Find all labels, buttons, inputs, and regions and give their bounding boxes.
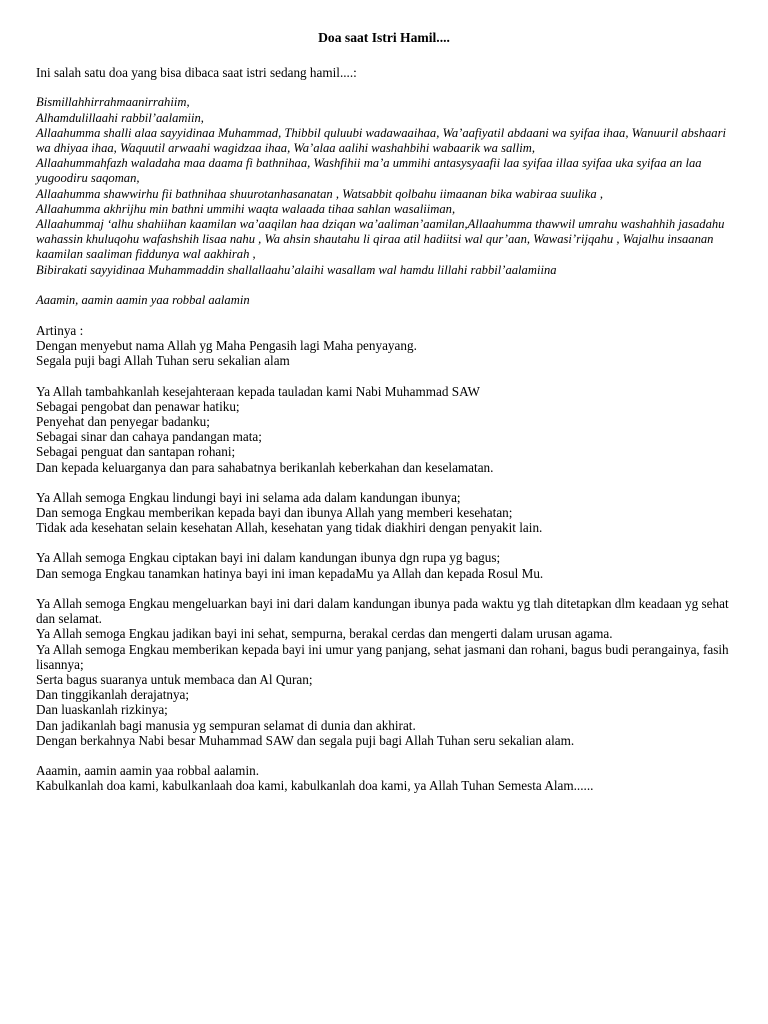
translation-line: Penyehat dan penyegar badanku;	[36, 414, 210, 430]
translation-line: Dengan berkahnya Nabi besar Muhammad SAW dan segala puji bagi Allah Tuhan seru sekalian alam.	[36, 732, 575, 748]
translation-line: Dan luaskanlah rizkinya;	[36, 702, 168, 718]
artinya-line: Dengan menyebut nama Allah yg Maha Pengasih lagi Maha penyayang.	[36, 338, 417, 354]
translation-line: Sebagai penguat dan santapan rohani;	[36, 444, 236, 460]
translation-line: Ya Allah semoga Engkau mengeluarkan bayi ini dari dalam kandungan ibunya pada waktu yg tlah ditetapkan dlm keadaan yg sehat dan selamat.	[36, 595, 729, 627]
translation-paragraph-4	[36, 596, 732, 748]
translation-paragraph-1	[36, 384, 732, 475]
intro-text: Ini salah satu doa yang bisa dibaca saat istri sedang hamil....:	[36, 65, 357, 81]
translation-paragraph-2	[36, 490, 732, 536]
doa-line: Bibirakati sayyidinaa Muhammaddin shallallaahu’alaihi wasallam wal hamdu lillahi rabbil’aalamiina	[36, 262, 557, 277]
translation-line: Dan semoga Engkau tanamkan hatinya bayi ini iman kepadaMu ya Allah dan kepada Rosul Mu.	[36, 565, 544, 581]
translation-line: Ya Allah tambahkanlah kesejahteraan kepada tauladan kami Nabi Muhammad SAW	[36, 383, 481, 399]
document-title: Doa saat Istri Hamil....	[318, 30, 450, 45]
translation-line: Ya Allah semoga Engkau memberikan kepada bayi ini umur yang panjang, sehat jasmani dan rohani, bagus budi perangainya, fasih lisannya;	[36, 641, 729, 672]
translation-paragraph-3	[36, 550, 732, 580]
doa-line: Allaahummahfazh waladaha maa daama fi bathnihaa, Washfihii ma’a ummihi antasysyaafii laa syifaa illaa syifaa uka syifaa an laa yugoodiru saqoman,	[36, 156, 702, 186]
artinya-line: Segala puji bagi Allah Tuhan seru sekalian alam	[36, 353, 290, 369]
translation-line: Ya Allah semoga Engkau lindungi bayi ini selama ada dalam kandungan ibunya;	[36, 489, 461, 505]
doa-line: Allaahummaj ‘alhu shahiihan kaamilan wa’aaqilan haa dziqan wa’aaliman’aamilan,Allaahumma thawwil umrahu washahhih jasadahu wahassin khuluqohu wafashshih lisaa nahu , Wa ahsin shautahu li qiraa atil hadiitsi wal qur’aan, Wawasi’rijqahu , Wajalhu insaanan kaamilan saaliman fiddunya wal aakhirah ,	[36, 217, 725, 262]
translation-line: Dan jadikanlah bagi manusia yg sempuran selamat di dunia dan akhirat.	[36, 717, 416, 733]
amin-line: Aaamin, aamin aamin yaa robbal aalamin	[36, 292, 250, 307]
doa-line: Allaahumma shalli alaa sayyidinaa Muhammad, Thibbil quluubi wadawaaihaa, Wa’aafiyatil abdaani wa syifaa ihaa, Wanuuril abshaari wa dhiyaa ihaa, Waquutil arwaahi wagidzaa ihaa, Wa’alaa aalihi washahbihi wabaarik wa sallim,	[36, 125, 726, 156]
closing-line: Aaamin, aamin aamin yaa robbal aalamin.	[36, 762, 259, 778]
translation-line: Ya Allah semoga Engkau jadikan bayi ini sehat, sempurna, berakal cerdas dan mengerti dalam urusan agama.	[36, 626, 613, 642]
artinya-heading: Artinya :	[36, 323, 84, 339]
artinya-paragraph	[36, 323, 732, 369]
translation-line: Dan kepada keluarganya dan para sahabatnya berikanlah keberkahan dan keselamatan.	[36, 459, 494, 475]
translation-line: Serta bagus suaranya untuk membaca dan Al Quran;	[36, 671, 313, 687]
translation-line: Dan tinggikanlah derajatnya;	[36, 687, 190, 703]
intro-paragraph	[36, 65, 732, 80]
closing-paragraph	[36, 763, 732, 793]
translation-line: Tidak ada kesehatan selain kesehatan Allah, kesehatan yang tidak diakhiri dengan penyakit lain.	[36, 520, 543, 536]
doa-latin-paragraph	[36, 95, 732, 277]
doa-line: Alhamdulillaahi rabbil’aalamiin,	[36, 110, 204, 125]
doa-line: Bismillahhirrahmaanirrahiim,	[36, 95, 190, 110]
doa-line: Allaahumma akhrijhu min bathni ummihi waqta walaada tihaa sahlan wasaliiman,	[36, 201, 456, 216]
translation-line: Dan semoga Engkau memberikan kepada bayi dan ibunya Allah yang memberi kesehatan;	[36, 505, 513, 521]
doa-line: Allaahumma shawwirhu fii bathnihaa shuurotanhasanatan , Watsabbit qolbahu iimaanan bika wabiraa suulika ,	[36, 186, 603, 201]
closing-line: Kabulkanlah doa kami, kabulkanlaah doa kami, kabulkanlah doa kami, ya Allah Tuhan Semesta Alam......	[36, 778, 594, 794]
translation-line: Sebagai sinar dan cahaya pandangan mata;	[36, 429, 262, 445]
translation-line: Ya Allah semoga Engkau ciptakan bayi ini dalam kandungan ibunya dgn rupa yg bagus;	[36, 550, 501, 566]
translation-line: Sebagai pengobat dan penawar hatiku;	[36, 398, 240, 414]
amin-paragraph	[36, 293, 732, 308]
